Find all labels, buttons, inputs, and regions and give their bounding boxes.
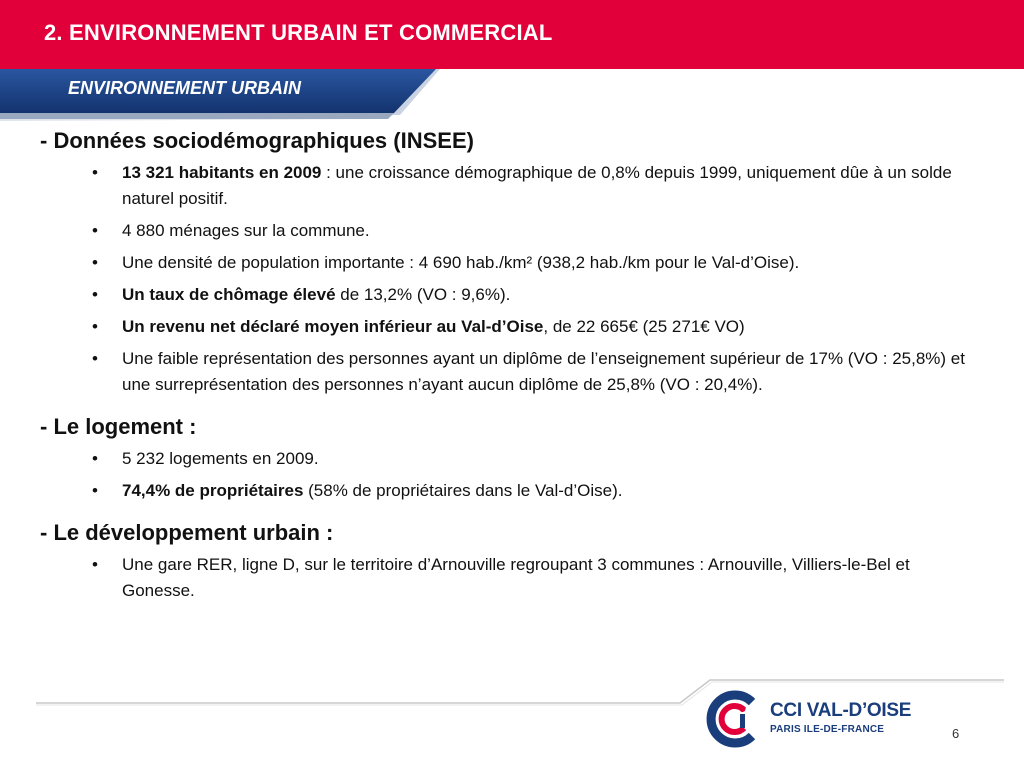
cci-logo bbox=[700, 686, 940, 752]
list-item bbox=[40, 160, 980, 212]
bullet-list bbox=[40, 160, 980, 398]
header-bar bbox=[0, 0, 1024, 69]
bullet-icon: • bbox=[92, 253, 98, 272]
section-heading: - Le développement urbain : bbox=[40, 520, 334, 545]
list-item bbox=[40, 314, 980, 340]
section-housing bbox=[40, 412, 980, 504]
item-text: , de 22 665€ (25 271€ VO) bbox=[543, 317, 745, 336]
item-text: 5 232 logements en 2009. bbox=[122, 449, 319, 468]
item-text: Une faible représentation des personnes ayant un diplôme de l’enseignement supérieur de 17% (VO : 25,8%) et une surreprésentation des personnes n’ayant aucun diplôme de 25,8% (VO : 20,4%). bbox=[122, 349, 965, 394]
list-item bbox=[40, 218, 980, 244]
bullet-icon: • bbox=[92, 481, 98, 500]
item-text: : une croissance démographique de 0,8% depuis 1999, uniquement dûe à un solde naturel positif. bbox=[122, 163, 952, 208]
main-content bbox=[40, 126, 980, 618]
logo-name: CCI VAL-D’OISE bbox=[770, 700, 912, 721]
list-item bbox=[40, 250, 980, 276]
bullet-icon: • bbox=[92, 221, 98, 240]
item-bold-text: 74,4% de propriétaires bbox=[122, 481, 304, 500]
list-item bbox=[40, 552, 980, 604]
bullet-icon: • bbox=[92, 555, 98, 574]
bullet-list bbox=[40, 446, 980, 504]
logo-subtitle: PARIS ILE-DE-FRANCE bbox=[770, 724, 885, 735]
section-heading: - Le logement : bbox=[40, 414, 197, 439]
bullet-list bbox=[40, 552, 980, 604]
bullet-icon: • bbox=[92, 285, 98, 304]
page-number: 6 bbox=[952, 726, 960, 741]
bullet-icon: • bbox=[92, 317, 98, 336]
list-item bbox=[40, 346, 980, 398]
bullet-icon: • bbox=[92, 449, 98, 468]
item-bold-text: Un revenu net déclaré moyen inférieur au Val-d’Oise bbox=[122, 317, 544, 336]
bullet-icon: • bbox=[92, 349, 98, 368]
section-urban-development bbox=[40, 518, 980, 604]
section-banner-label: ENVIRONNEMENT URBAIN bbox=[68, 78, 302, 98]
item-text: Une densité de population importante : 4 690 hab./km² (938,2 hab./km pour le Val-d’Oise). bbox=[122, 253, 800, 272]
page-title: 2. ENVIRONNEMENT URBAIN ET COMMERCIAL bbox=[44, 20, 553, 45]
item-text: (58% de propriétaires dans le Val-d’Oise). bbox=[303, 481, 623, 500]
item-bold-text: Un taux de chômage élevé bbox=[122, 285, 336, 304]
item-bold-text: 13 321 habitants en 2009 bbox=[122, 163, 322, 182]
cci-logo-icon bbox=[702, 688, 764, 750]
list-item bbox=[40, 446, 980, 472]
section-sociodemographics bbox=[40, 126, 980, 398]
list-item bbox=[40, 478, 980, 504]
item-text: 4 880 ménages sur la commune. bbox=[122, 221, 370, 240]
item-text: de 13,2% (VO : 9,6%). bbox=[335, 285, 511, 304]
bullet-icon: • bbox=[92, 163, 98, 182]
list-item bbox=[40, 282, 980, 308]
section-heading: - Données sociodémographiques (INSEE) bbox=[40, 128, 474, 153]
item-text: Une gare RER, ligne D, sur le territoire d’Arnouville regroupant 3 communes : Arnouville, Villiers-le-Bel et Gonesse. bbox=[122, 555, 910, 600]
